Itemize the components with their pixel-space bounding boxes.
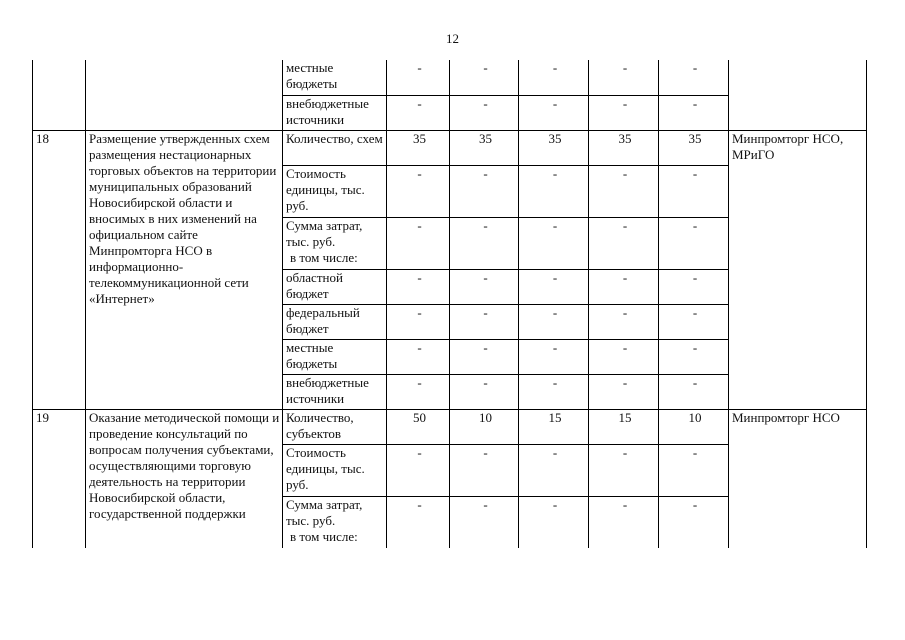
value-cell: - [450, 217, 519, 269]
value-cell: - [659, 444, 729, 496]
executor-cell [729, 60, 867, 130]
value-cell: 35 [659, 130, 729, 165]
value-cell: - [659, 496, 729, 548]
value-cell: - [519, 165, 589, 217]
indicator-label-text: Сумма затрат, тыс. руб. [286, 496, 363, 528]
value-cell: - [589, 374, 659, 409]
value-cell: - [387, 95, 450, 130]
indicator-label: внебюджетные источники [283, 374, 387, 409]
value-cell: - [659, 217, 729, 269]
value-cell: - [659, 339, 729, 374]
table-row [33, 130, 867, 165]
value-cell: 35 [450, 130, 519, 165]
value-cell: - [589, 304, 659, 339]
value-cell: - [519, 95, 589, 130]
value-cell: - [589, 339, 659, 374]
value-cell: 35 [519, 130, 589, 165]
value-cell: - [519, 374, 589, 409]
value-cell: - [519, 444, 589, 496]
value-cell: - [387, 496, 450, 548]
value-cell: 15 [589, 409, 659, 444]
indicator-label: Стоимость единицы, тыс. руб. [283, 444, 387, 496]
indicator-label: областной бюджет [283, 269, 387, 304]
value-cell: - [589, 60, 659, 95]
value-cell: - [659, 165, 729, 217]
value-cell: - [387, 165, 450, 217]
value-cell: 50 [387, 409, 450, 444]
indicator-label: Количество, субъектов [283, 409, 387, 444]
value-cell: - [659, 95, 729, 130]
row-number: 19 [33, 409, 86, 548]
indicator-label: федеральный бюджет [283, 304, 387, 339]
value-cell: - [387, 217, 450, 269]
value-cell: - [450, 269, 519, 304]
indicator-label [283, 217, 387, 269]
value-cell: - [589, 496, 659, 548]
value-cell: - [387, 339, 450, 374]
measure-title-cell [86, 60, 283, 130]
measure-title: Размещение утвержденных схем размещения нестационарных торговых объектов на территории муниципальных образований Новосибирской области и вносимых в них изменений на официальном сайте Минпромторга НСО в информационно-телекоммуникационной сети «Интернет» [86, 130, 283, 409]
row-number: 18 [33, 130, 86, 409]
value-cell: - [387, 269, 450, 304]
value-cell: - [450, 339, 519, 374]
value-cell: - [519, 339, 589, 374]
value-cell: - [519, 217, 589, 269]
value-cell: - [589, 165, 659, 217]
table-row [33, 60, 867, 95]
value-cell: - [450, 496, 519, 548]
value-cell: 15 [519, 409, 589, 444]
value-cell: - [659, 374, 729, 409]
value-cell: - [519, 496, 589, 548]
value-cell: - [589, 95, 659, 130]
measure-title: Оказание методической помощи и проведение консультаций по вопросам получения субъектами, осуществляющими торговую деятельность на территории Новосибирской области, государственной поддержки [86, 409, 283, 548]
indicator-sublabel: в том числе: [290, 528, 358, 544]
value-cell: - [659, 304, 729, 339]
measures-table [32, 60, 867, 548]
value-cell: 10 [659, 409, 729, 444]
value-cell: - [519, 304, 589, 339]
value-cell: - [450, 444, 519, 496]
indicator-label: местные бюджеты [283, 60, 387, 95]
value-cell: - [589, 444, 659, 496]
indicator-sublabel: в том числе: [290, 249, 358, 265]
value-cell: - [387, 374, 450, 409]
indicator-label [283, 496, 387, 548]
value-cell: - [589, 269, 659, 304]
value-cell: 35 [589, 130, 659, 165]
table-row [33, 409, 867, 444]
value-cell: 35 [387, 130, 450, 165]
indicator-label: Стоимость единицы, тыс. руб. [283, 165, 387, 217]
value-cell: - [450, 95, 519, 130]
row-number-cell [33, 60, 86, 130]
indicator-label: внебюджетные источники [283, 95, 387, 130]
value-cell: - [519, 269, 589, 304]
indicator-label-text: Сумма затрат, тыс. руб. [286, 217, 363, 249]
value-cell: - [659, 269, 729, 304]
indicator-label: местные бюджеты [283, 339, 387, 374]
value-cell: - [450, 304, 519, 339]
value-cell: 10 [450, 409, 519, 444]
executor: Минпромторг НСО, МРиГО [729, 130, 867, 409]
value-cell: - [387, 304, 450, 339]
value-cell: - [519, 60, 589, 95]
value-cell: - [450, 60, 519, 95]
value-cell: - [450, 165, 519, 217]
executor: Минпромторг НСО [729, 409, 867, 548]
page-number: 12 [446, 31, 459, 46]
value-cell: - [387, 60, 450, 95]
value-cell: - [450, 374, 519, 409]
value-cell: - [387, 444, 450, 496]
value-cell: - [659, 60, 729, 95]
indicator-label: Количество, схем [283, 130, 387, 165]
value-cell: - [589, 217, 659, 269]
